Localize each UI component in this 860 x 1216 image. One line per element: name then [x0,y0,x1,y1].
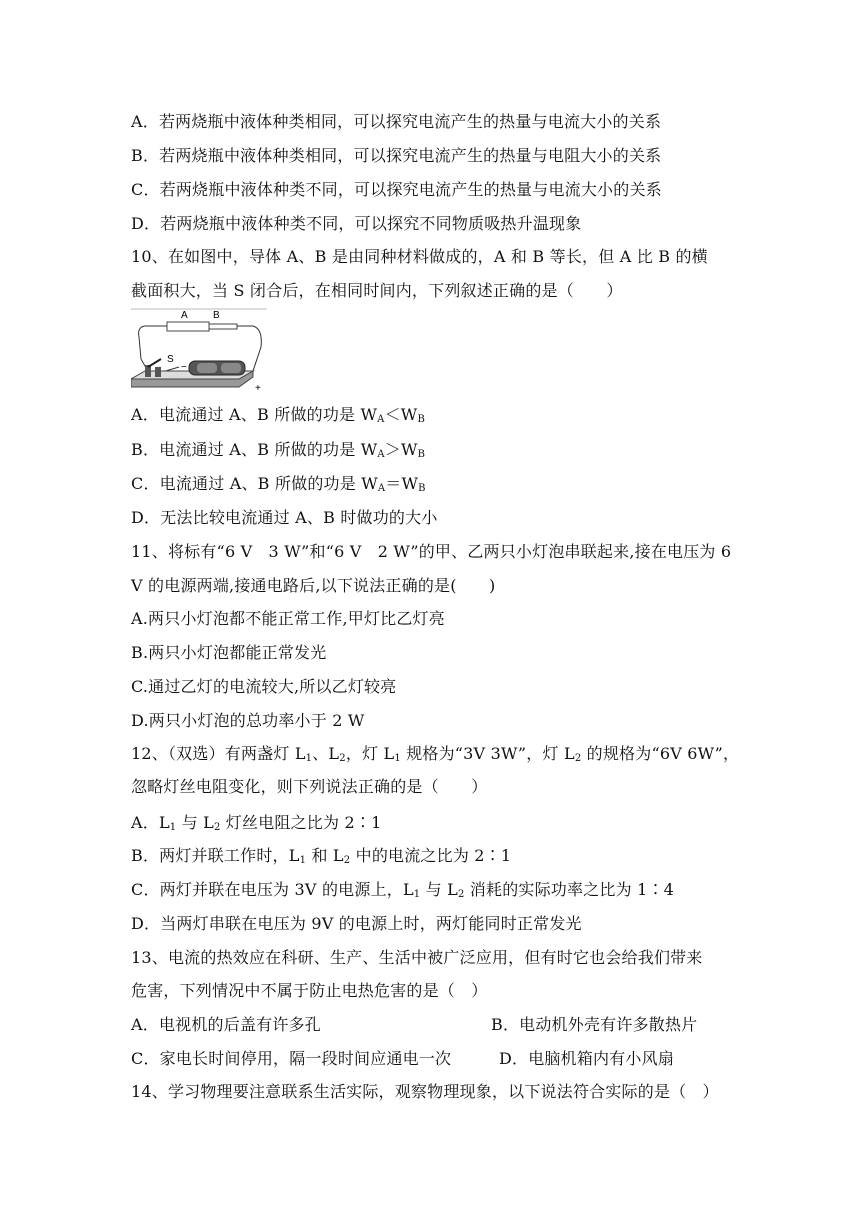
q10-option-b: B．电流通过 A、B 所做的功是 $W_A>W_B$ [131,440,426,460]
q10-stem-line2: 截面积大，当 S 闭合后，在相同时间内，下列叙述正确的是（ ） [131,281,623,300]
q11-option-c: C.通过乙灯的电流较大,所以乙灯较亮 [131,677,397,696]
label-a: A [181,310,188,321]
q11-option-a: A.两只小灯泡都不能正常工作,甲灯比乙灯亮 [131,609,445,628]
q12-option-a: A．$L_1$ 与 $L_2$ 灯丝电阻之比为 2∶1 [131,813,382,833]
label-s: S [167,354,174,365]
q13-stem-line1: 13、电流的热效应在科研、生产、生活中被广泛应用，但有时它也会给我们带来 [131,948,703,967]
q14-stem-line1: 14、学习物理要注意联系生活实际，观察物理现象，以下说法符合实际的是（ ） [131,1082,719,1101]
q12-option-d: D．当两灯串联在电压为 9V 的电源上时，两灯能同时正常发光 [131,914,582,933]
q11-stem-line2: V 的电源两端,接通电路后,以下说法正确的是( ) [131,576,496,595]
q12-option-b: B．两灯并联工作时，$L_1$ 和 $L_2$ 中的电流之比为 2∶1 [131,846,512,866]
q12-stem-line1: 12、（双选）有两盏灯 $L_1$、$L_2$，灯 $L_1$ 规格为“3V 3W”，灯 $L_2$ 的规格为“6V 6W”， [131,744,740,764]
q13-option-c: C．家电长时间停用，隔一段时间应通电一次 [131,1049,452,1068]
q9-option-a: A．若两烧瓶中液体种类相同，可以探究电流产生的热量与电流大小的关系 [131,112,662,131]
q10-option-a: A．电流通过 A、B 所做的功是 $W_A<W_B$ [131,405,426,425]
q13-option-b: B．电动机外壳有许多散热片 [491,1015,698,1034]
label-minus: − [181,362,187,373]
q13-option-d: D．电脑机箱内有小风扇 [499,1049,675,1068]
q9-option-c: C．若两烧瓶中液体种类不同，可以探究电流产生的热量与电流大小的关系 [131,180,662,199]
q12-stem-line2: 忽略灯丝电阻变化，则下列说法正确的是（ ） [131,777,488,796]
q10-option-c: C．电流通过 A、B 所做的功是 $W_A=W_B$ [131,474,426,494]
q9-option-d: D．若两烧瓶中液体种类不同，可以探究不同物质吸热升温现象 [131,214,582,233]
q13-stem-line2: 危害，下列情况中不属于防止电热危害的是（ ） [131,981,488,1000]
q9-option-b: B．若两烧瓶中液体种类相同，可以探究电流产生的热量与电阻大小的关系 [131,146,662,165]
q10-stem-line1: 10、在如图中，导体 A、B 是由同种材料做成的，A 和 B 等长，但 A 比 B 的横 [131,247,708,266]
q10-option-d: D．无法比较电流通过 A、B 时做功的大小 [131,508,438,527]
q10-circuit-figure [131,307,271,395]
label-plus: + [255,383,261,394]
q11-stem-line1: 11、将标有“6 V 3 W”和“6 V 2 W”的甲、乙两只小灯泡串联起来,接在电压为 6 [131,542,732,561]
q11-option-d: D.两只小灯泡的总功率小于 2 W [131,711,365,730]
circuit-diagram [131,307,271,395]
conductor-a [167,322,209,331]
q11-option-b: B.两只小灯泡都能正常发光 [131,643,327,662]
label-b: B [213,310,220,321]
q12-option-c: C．两灯并联在电压为 3V 的电源上，$L_1$ 与 $L_2$ 消耗的实际功率之比为 1∶4 [131,880,675,900]
conductor-b [209,324,237,329]
q13-option-a: A．电视机的后盖有许多孔 [131,1015,321,1034]
